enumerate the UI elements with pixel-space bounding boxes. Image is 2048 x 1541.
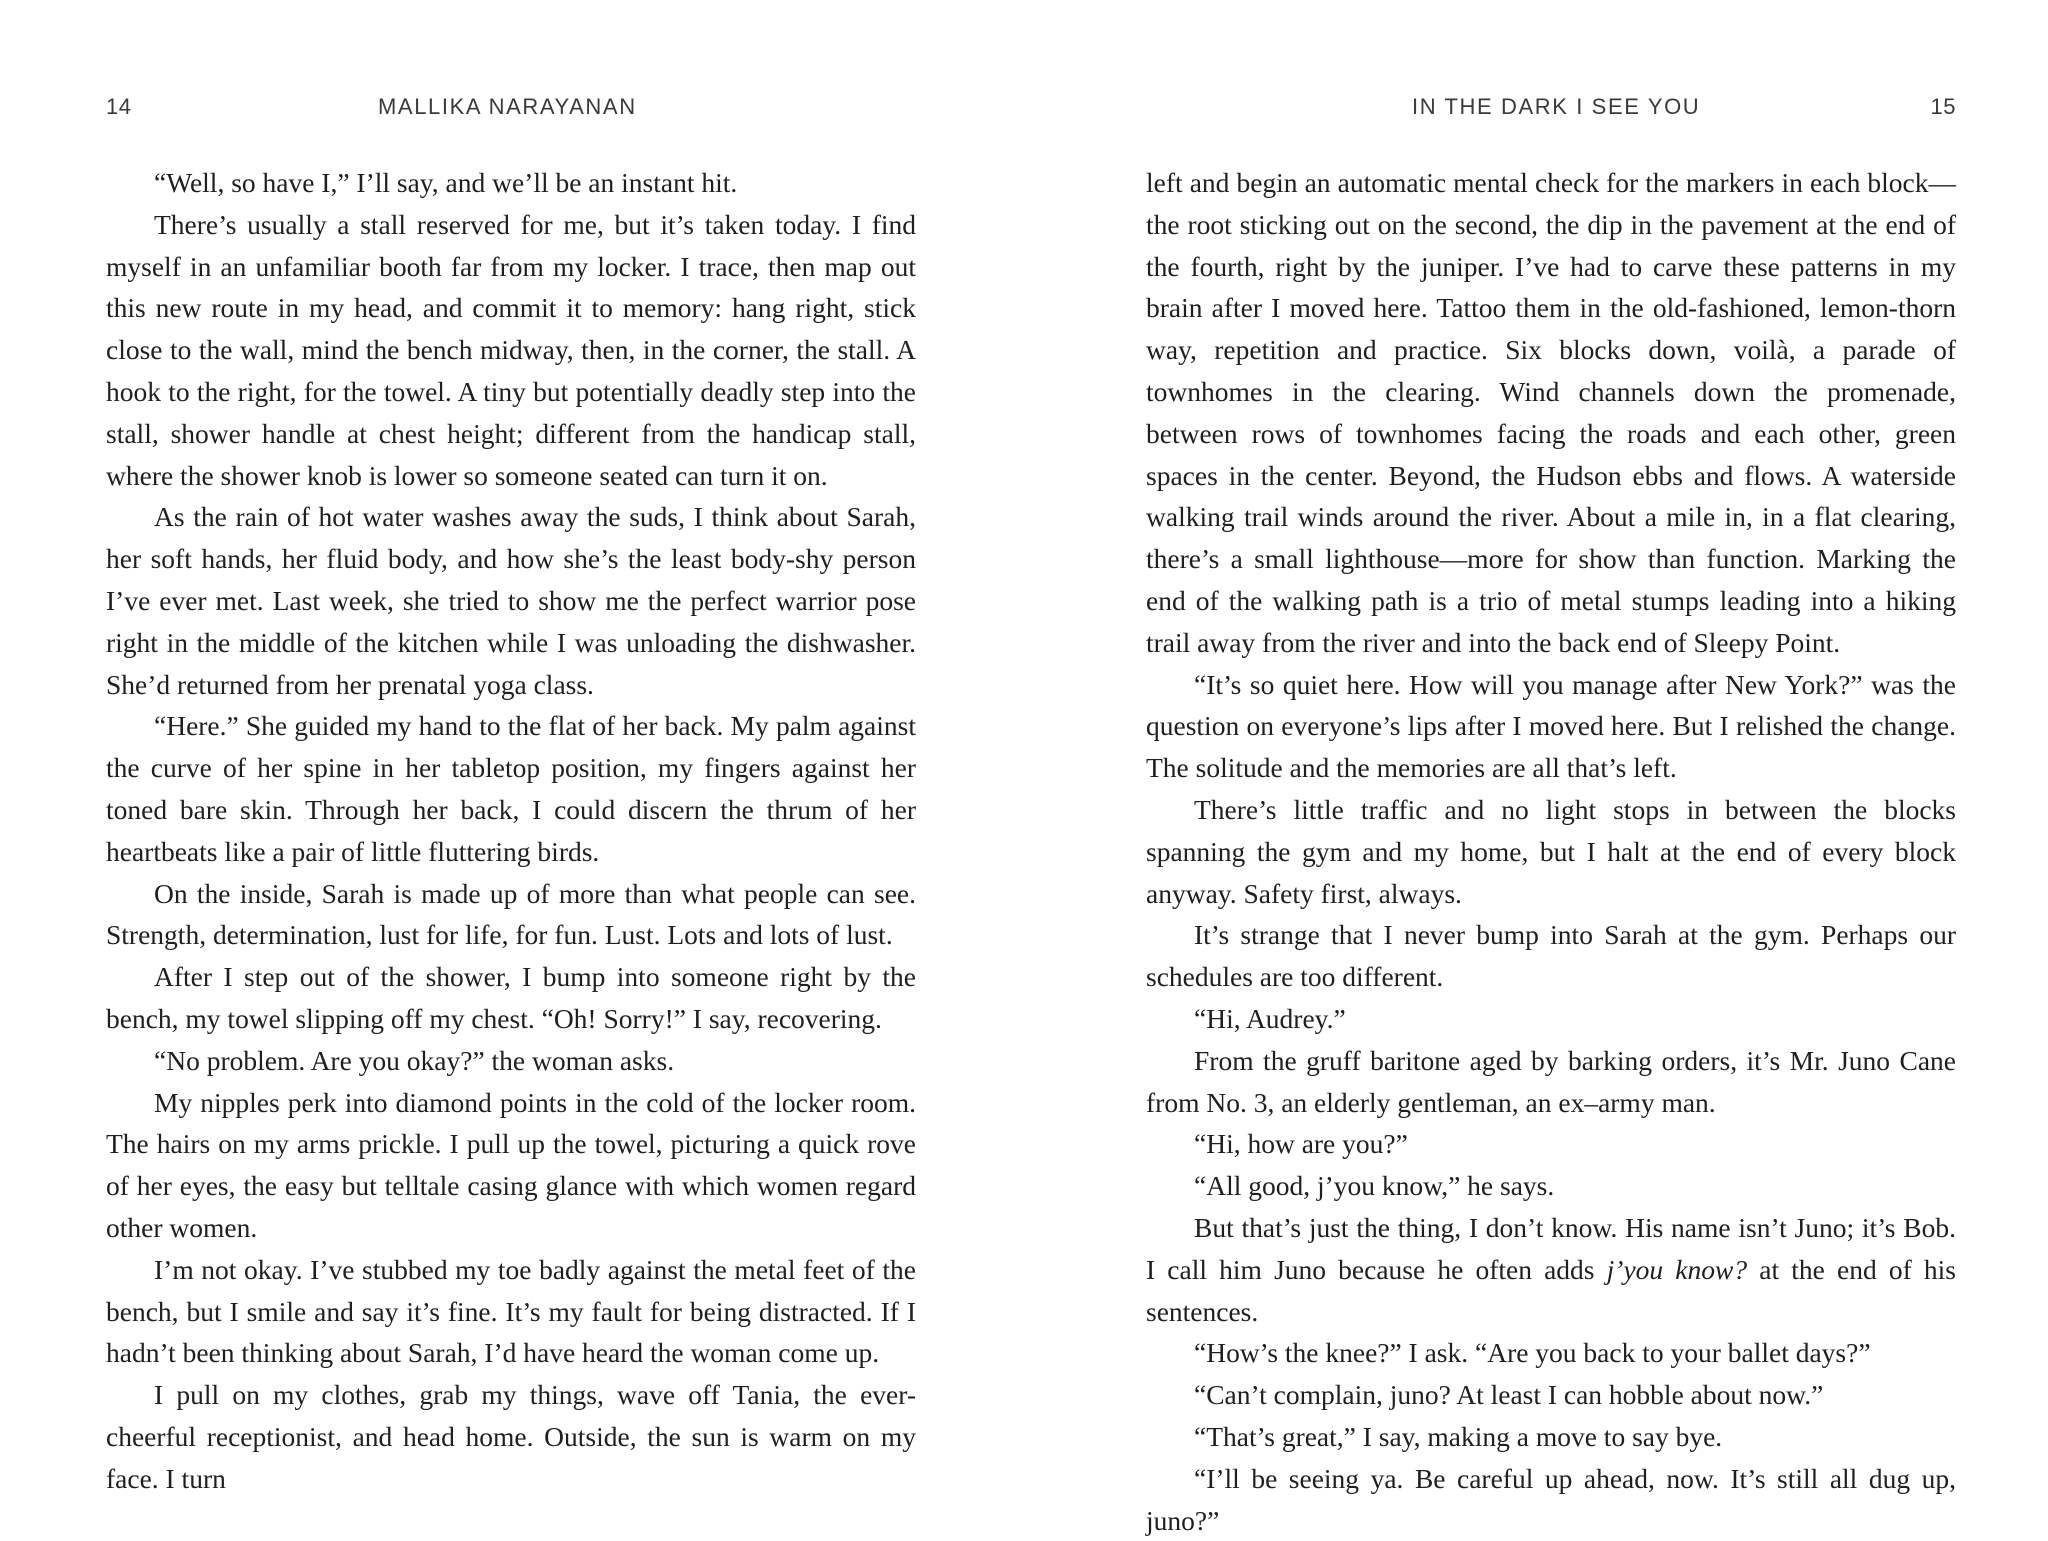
paragraph: “Hi, how are you?”: [1194, 1128, 1408, 1160]
right-running-head: [1146, 94, 1956, 126]
left-running-title: MALLIKA NARAYANAN: [378, 94, 637, 119]
paragraph: It’s strange that I never bump into Sarah at the gym. Perhaps our schedules are too different.: [1146, 919, 1956, 993]
paragraph-text: at the end of his sentences.: [1146, 1253, 1956, 1327]
paragraph: “I’ll be seeing ya. Be careful up ahead, now. It’s still all dug up, juno?”: [1146, 1462, 1956, 1536]
paragraph: left and begin an automatic mental check for the markers in each block— the root sticking out on the second, the dip in the pavement at the end of the fourth, right by the juniper. I’ve had to carve these patterns in my brain after I moved here. Tattoo them in the old-fashioned, lemon-thorn way, repetition and practice. Six blocks down, voilà, a parade of townhomes in the clearing. Wind channels down the promenade, between rows of townhomes facing the roads and each other, green spaces in the center. Beyond, the Hudson ebbs and flows. A waterside walking trail winds around the river. About a mile in, in a flat clearing, there’s a small lighthouse—more for show than function. Marking the end of the walking path is a trio of metal stumps leading into a hiking trail away from the river and into the back end of Sleepy Point.: [1146, 167, 1956, 658]
paragraph: I’m not okay. I’ve stubbed my toe badly against the metal feet of the bench, but I smile and say it’s fine. It’s my fault for being distracted. If I hadn’t been thinking about Sarah, I’d have heard the woman come up.: [106, 1253, 916, 1369]
italic-phrase: j’you know?: [1606, 1253, 1748, 1285]
paragraph-with-italic: [1146, 1207, 1956, 1332]
paragraph: “Can’t complain, juno? At least I can hobble about now.”: [1194, 1379, 1824, 1411]
paragraph: From the gruff baritone aged by barking orders, it’s Mr. Juno Cane from No. 3, an elderly gentleman, an ex–army man.: [1146, 1044, 1956, 1118]
paragraph: There’s usually a stall reserved for me, but it’s taken today. I find myself in an unfamiliar booth far from my locker. I trace, then map out this new route in my head, and commit it to memory: hang right, stick close to the wall, mind the bench midway, then, in the corner, the stall. A hook to the right, for the towel. A tiny but potentially deadly step into the stall, shower handle at chest height; different from the handicap stall, where the shower knob is lower so someone seated can turn it on.: [106, 208, 916, 491]
right-page-number: 15: [1930, 94, 1956, 119]
right-page: [1146, 0, 1956, 1536]
paragraph: “How’s the knee?” I ask. “Are you back to your ballet days?”: [1194, 1337, 1871, 1369]
paragraph: My nipples perk into diamond points in the cold of the locker room. The hairs on my arms prickle. I pull up the towel, picturing a quick rove of her eyes, the easy but telltale casing glance with which women regard other women.: [106, 1086, 916, 1243]
left-page-body: [106, 162, 916, 1500]
paragraph: “Hi, Audrey.”: [1194, 1002, 1346, 1034]
right-page-body: [1146, 162, 1956, 1541]
paragraph: I pull on my clothes, grab my things, wave off Tania, the ever-cheerful receptionist, and head home. Outside, the sun is warm on my face. I turn: [106, 1379, 916, 1494]
right-running-title: IN THE DARK I SEE YOU: [1412, 94, 1701, 119]
paragraph-text: But that’s just the thing, I don’t know. His name isn’t Juno; it’s Bob. I call him Juno because he often adds: [1146, 1211, 1956, 1285]
left-page-number: 14: [106, 94, 132, 119]
paragraph: As the rain of hot water washes away the suds, I think about Sarah, her soft hands, her fluid body, and how she’s the least body-shy person I’ve ever met. Last week, she tried to show me the perfect warrior pose right in the middle of the kitchen while I was unloading the dishwasher. She’d returned from her prenatal yoga class.: [106, 501, 916, 700]
paragraph: “No problem. Are you okay?” the woman asks.: [154, 1044, 675, 1076]
left-running-head: [106, 94, 916, 126]
paragraph: “Here.” She guided my hand to the flat of her back. My palm against the curve of her spine in her tabletop position, my fingers against her toned bare skin. Through her back, I could discern the thrum of her heartbeats like a pair of little fluttering birds.: [106, 710, 916, 867]
paragraph: On the inside, Sarah is made up of more than what people can see. Strength, determination, lust for life, for fun. Lust. Lots and lots of lust.: [106, 877, 916, 951]
paragraph: “Well, so have I,” I’ll say, and we’ll be an instant hit.: [154, 167, 738, 198]
paragraph: “All good, j’you know,” he says.: [1194, 1170, 1555, 1202]
paragraph: “That’s great,” I say, making a move to say bye.: [1194, 1420, 1723, 1452]
paragraph: There’s little traffic and no light stops in between the blocks spanning the gym and my home, but I halt at the end of every block anyway. Safety first, always.: [1146, 793, 1956, 909]
paragraph: After I step out of the shower, I bump into someone right by the bench, my towel slipping off my chest. “Oh! Sorry!” I say, recovering.: [106, 961, 916, 1034]
left-page: [106, 0, 916, 1536]
paragraph: “It’s so quiet here. How will you manage after New York?” was the question on everyone’s lips after I moved here. But I relished the change. The solitude and the memories are all that’s left.: [1146, 668, 1956, 784]
